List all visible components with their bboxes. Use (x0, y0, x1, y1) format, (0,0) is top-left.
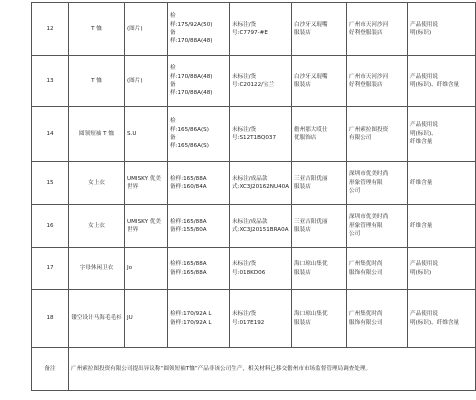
cell-line: 公司 (349, 188, 361, 195)
cell-brand: UMISKY 优美世界 (125, 205, 168, 248)
cell-line: 有限公司 (349, 135, 372, 141)
cell-line: 号:018KD06 (232, 269, 266, 276)
cell-failed-items (408, 107, 476, 162)
cell-spec-model (168, 205, 230, 248)
cell-line: 产品使用说 (410, 311, 438, 318)
table-row (32, 56, 476, 107)
cell-line: 号:C7797-#E (232, 30, 268, 36)
cell-line: 样:165/86A(S) (170, 126, 209, 133)
cell-line: 备 (170, 135, 176, 141)
cell-manufacturer (347, 107, 408, 162)
table-body (32, 3, 476, 391)
cell-row-number: 16 (32, 205, 69, 248)
cell-line: 号:C20122/宝兰 (232, 82, 275, 88)
cell-line: 服装店 (294, 227, 311, 233)
cell-line: 式:XC3J20151BRA0A (232, 227, 289, 233)
cell-row-number: 12 (32, 3, 69, 56)
cell-product-name: 镂空设计马海毛毛衫 (69, 290, 125, 348)
cell-failed-items (408, 290, 476, 348)
cell-line: 三亚吉阳优丽 (294, 175, 328, 182)
cell-line: 未标注/货 (232, 126, 257, 133)
cell-line: 未标注/成品款 (232, 175, 268, 182)
cell-line: 纤维含量 (410, 222, 433, 229)
cell-line: 检样:165/88A (170, 261, 207, 268)
note-text: 广州索拉图投资有限公司提出异议称“圆领短袖T恤”产品非该公司生产，相关材料已移交儋州市市场监督管理局调查处理。 (69, 348, 476, 391)
cell-line: 明(标识) (410, 269, 432, 276)
cell-line: 产品使用说 (410, 21, 438, 28)
cell-line: 未标注/货 (232, 73, 257, 80)
cell-line: 广州集优时尚 (349, 261, 383, 268)
cell-line: 检样:170/92A L (170, 311, 212, 318)
table-row (32, 107, 476, 162)
table-row (32, 205, 476, 248)
cell-line: 纤维含量 (410, 179, 433, 186)
cell-line: 广州市天河沙河 (349, 73, 389, 80)
cell-line: 服装店 (294, 319, 311, 326)
cell-spec-model (168, 290, 230, 348)
cell-line: 产品使用说 (410, 73, 438, 80)
cell-line: 样:170/88A(48) (170, 90, 213, 97)
cell-failed-items (408, 56, 476, 107)
note-label: 备注 (32, 348, 69, 391)
cell-row-number: 15 (32, 162, 69, 205)
cell-line: 备样:170/92A L (170, 319, 212, 326)
cell-product-name: 女上衣 (69, 205, 125, 248)
cell-seller (292, 107, 347, 162)
cell-line: 未标注/货 (232, 311, 257, 318)
cell-line: 服装店 (294, 82, 311, 88)
cell-line: 号:S12T1BQ037 (232, 135, 277, 141)
cell-line: 服装店 (294, 30, 311, 36)
note-row (32, 348, 476, 391)
cell-spec-model (168, 248, 230, 290)
cell-failed-items (408, 3, 476, 56)
cell-product-name: 圆领短袖 T 恤 (69, 107, 125, 162)
cell-line: 服装店 (294, 269, 311, 276)
cell-failed-items (408, 162, 476, 205)
cell-line: 公司 (349, 231, 361, 238)
table-row (32, 248, 476, 290)
cell-line: 检 (170, 13, 176, 20)
cell-line: 明(标识) (410, 30, 432, 36)
cell-seller (292, 3, 347, 56)
cell-line: 深圳市优美时尚 (349, 214, 389, 221)
cell-seller (292, 290, 347, 348)
cell-line: 形象管理有限 (349, 222, 383, 229)
cell-line: 服饰有限公司 (349, 269, 383, 276)
cell-manufacturer (347, 3, 408, 56)
cell-product-name: T 恤 (69, 56, 125, 107)
cell-line: 白沙牙又琨嘴 (294, 73, 328, 80)
cell-line: 服饰有限公司 (349, 319, 383, 326)
cell-line: 未标注/货 (232, 261, 257, 268)
cell-line: 样:170/88A(48) (170, 38, 213, 45)
cell-line: 广州集优时尚 (349, 311, 383, 318)
cell-product-code (230, 205, 292, 248)
cell-line: 未标注/成品款 (232, 218, 268, 225)
cell-manufacturer (347, 205, 408, 248)
cell-brand: JU (125, 290, 168, 348)
cell-line: 号:017E192 (232, 319, 265, 326)
cell-line: 纤维含量 (410, 139, 433, 146)
cell-line: 备样:165/88A (170, 269, 207, 276)
cell-product-name: T 恤 (69, 3, 125, 56)
cell-line: 好利登服装店 (349, 82, 383, 88)
cell-seller (292, 162, 347, 205)
cell-line: 形象管理有限 (349, 179, 383, 186)
cell-product-name: 字母休闲卫衣 (69, 248, 125, 290)
cell-spec-model (168, 56, 230, 107)
cell-line: 海口琼山集优 (294, 311, 328, 318)
cell-line: 服装店 (294, 184, 311, 190)
cell-line: 样:170/88A(48) (170, 73, 213, 80)
cell-spec-model (168, 107, 230, 162)
cell-line: 明(标识)、 (410, 130, 437, 137)
cell-line: 检样:165/88A (170, 218, 207, 225)
cell-line: 儋州那大哎仕 (294, 126, 328, 133)
cell-line: 优服饰店 (294, 135, 317, 141)
cell-product-code (230, 107, 292, 162)
table-row (32, 162, 476, 205)
cell-manufacturer (347, 290, 408, 348)
cell-line: 深圳市优美时尚 (349, 171, 389, 178)
cell-row-number: 14 (32, 107, 69, 162)
cell-line: 检 (170, 118, 176, 125)
cell-line: 广州索拉图投资 (349, 126, 389, 133)
table-row (32, 290, 476, 348)
cell-seller (292, 56, 347, 107)
cell-line: 备样:155/80A (170, 227, 207, 233)
cell-brand: (图片) (125, 56, 168, 107)
cell-seller (292, 248, 347, 290)
cell-line: 式:XC3J20162NU40A (232, 184, 290, 190)
cell-product-code (230, 248, 292, 290)
table-row (32, 3, 476, 56)
cell-brand: UMISKY 优美世界 (125, 162, 168, 205)
cell-product-code (230, 3, 292, 56)
cell-product-code (230, 56, 292, 107)
cell-line: 样:165/86A(S) (170, 143, 209, 150)
cell-product-code (230, 290, 292, 348)
cell-manufacturer (347, 248, 408, 290)
sampling-results-table (31, 2, 476, 391)
cell-product-code (230, 162, 292, 205)
cell-line: 三亚吉阳优丽 (294, 218, 328, 225)
cell-brand: Jo (125, 248, 168, 290)
cell-row-number: 17 (32, 248, 69, 290)
cell-line: 白沙牙又琨嘴 (294, 21, 328, 28)
cell-spec-model (168, 3, 230, 56)
cell-line: 备 (170, 82, 176, 88)
cell-product-name: 女上衣 (69, 162, 125, 205)
cell-line: 产品使用说 (410, 122, 438, 129)
cell-line: 好利登服装店 (349, 30, 383, 36)
cell-line: 产品使用说 (410, 261, 438, 268)
cell-manufacturer (347, 56, 408, 107)
cell-line: 明(标识)、纤维含量 (410, 82, 460, 88)
cell-line: 样:175/92A(50) (170, 21, 213, 28)
cell-row-number: 18 (32, 290, 69, 348)
cell-line: 备样:160/84A (170, 184, 207, 190)
cell-seller (292, 205, 347, 248)
cell-row-number: 13 (32, 56, 69, 107)
cell-line: 备 (170, 30, 176, 36)
cell-failed-items (408, 205, 476, 248)
cell-spec-model (168, 162, 230, 205)
cell-line: 海口琼山集优 (294, 261, 328, 268)
cell-brand: (图片) (125, 3, 168, 56)
cell-line: 检样:165/88A (170, 175, 207, 182)
cell-brand: S.U (125, 107, 168, 162)
cell-failed-items (408, 248, 476, 290)
cell-manufacturer (347, 162, 408, 205)
cell-line: 广州市天河沙河 (349, 21, 389, 28)
cell-line: 明(标识)、纤维含量 (410, 319, 460, 326)
cell-line: 未标注/货 (232, 21, 257, 28)
cell-line: 检 (170, 65, 176, 72)
